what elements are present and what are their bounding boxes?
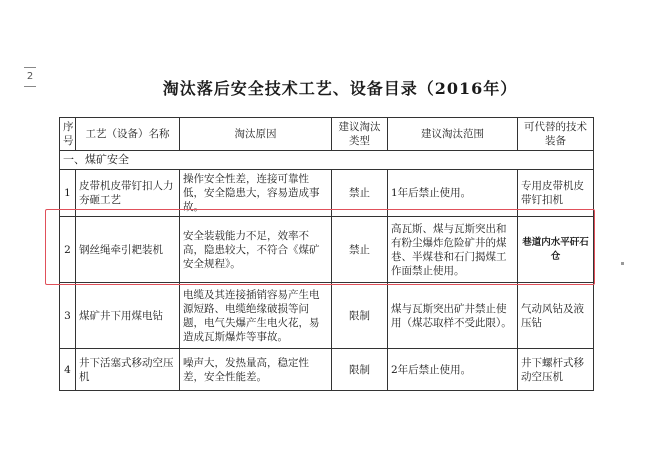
row-name: 钢丝绳牵引耙装机 xyxy=(76,217,180,283)
header-scope: 建议淘汰范围 xyxy=(388,118,518,151)
page-number-value: 2 xyxy=(26,71,34,82)
row-reason: 安全装载能力不足，效率不高，隐患较大，不符合《煤矿安全规程》。 xyxy=(180,217,332,283)
row-replacement: 气动风钻及液压钻 xyxy=(518,283,594,349)
row-seq: 3 xyxy=(60,283,76,349)
row-name: 井下活塞式移动空压机 xyxy=(76,349,180,391)
row-replacement: 专用皮带机皮带钉扣机 xyxy=(518,170,594,217)
header-replacement: 可代替的技术装备 xyxy=(518,118,594,151)
row-scope: 高瓦斯、煤与瓦斯突出和有粉尘爆炸危险矿井的煤巷、半煤巷和石门揭煤工作面禁止使用。 xyxy=(388,217,518,283)
row-name: 煤矿井下用煤电钻 xyxy=(76,283,180,349)
page-number-rule-bottom xyxy=(24,86,36,87)
row-replacement: 井下螺杆式移动空压机 xyxy=(518,349,594,391)
row-reason: 操作安全性差，连接可靠性低，安全隐患大，容易造成事故。 xyxy=(180,170,332,217)
section-title: 一、煤矿安全 xyxy=(60,151,594,170)
table-header-row xyxy=(60,118,594,151)
header-type: 建议淘汰类型 xyxy=(332,118,388,151)
row-seq: 4 xyxy=(60,349,76,391)
header-seq: 序号 xyxy=(60,118,76,151)
page-number-rule-top xyxy=(24,67,36,68)
page-number xyxy=(22,64,38,90)
row-type: 禁止 xyxy=(332,170,388,217)
row-seq: 1 xyxy=(60,170,76,217)
highlight-annotation-box xyxy=(45,209,595,285)
document-title: 淘汰落后安全技术工艺、设备目录（2016年） xyxy=(162,79,518,98)
table-row xyxy=(60,349,594,391)
row-reason: 噪声大，发热量高，稳定性差，安全性能差。 xyxy=(180,349,332,391)
row-reason: 电缆及其连接插销容易产生电源短路、电缆绝缘破损等问题，电气失爆产生电火花，易造成瓦斯爆炸等事故。 xyxy=(180,283,332,349)
header-reason: 淘汰原因 xyxy=(180,118,332,151)
header-name: 工艺（设备）名称 xyxy=(76,118,180,151)
section-row xyxy=(60,151,594,170)
row-scope: 1年后禁止使用。 xyxy=(388,170,518,217)
row-name: 皮带机皮带钉扣人力夯砸工艺 xyxy=(76,170,180,217)
row-scope: 2年后禁止使用。 xyxy=(388,349,518,391)
row-seq: 2 xyxy=(60,217,76,283)
row-type: 限制 xyxy=(332,283,388,349)
margin-mark xyxy=(621,262,624,265)
row-scope: 煤与瓦斯突出矿井禁止使用（煤芯取样不受此限）。 xyxy=(388,283,518,349)
row-type: 限制 xyxy=(332,349,388,391)
table-row xyxy=(60,283,594,349)
row-replacement: 巷道内水平矸石仓 xyxy=(518,217,594,283)
row-type: 禁止 xyxy=(332,217,388,283)
